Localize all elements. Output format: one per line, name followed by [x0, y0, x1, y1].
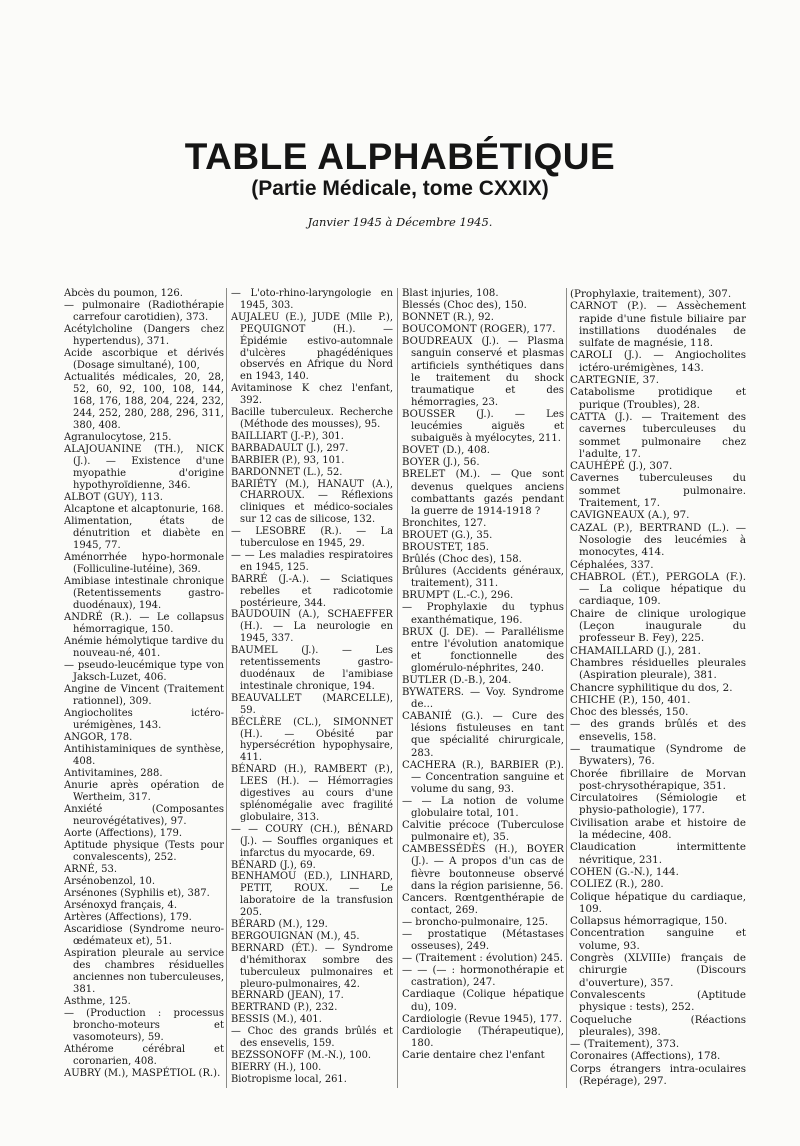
index-entry: Claudication intermittente névritique, 231.: [570, 841, 746, 866]
index-entry: BERNARD (JEAN), 17.: [231, 990, 344, 1002]
index-entry: Corps étrangers intra-oculaires (Repérage), 297.: [570, 1062, 746, 1087]
index-entry: BARIÉTY (M.), HANAUT (A.), CHARROUX. — Réflexions cliniques et médico-sociales sur 12 cas de silicose, 132.: [231, 478, 393, 526]
index-entry: — (Traitement), 373.: [570, 1038, 680, 1051]
index-entry: ANDRÉ (R.). — Le collapsus hémorragique, 150.: [64, 612, 224, 635]
index-entry: BÉNARD (H.), RAMBERT (P.), LEES (H.). — Hémorragies digestives au cours d'une splénomégalie avec fragilité globulaire, 313.: [231, 764, 393, 823]
index-column-3: [402, 288, 564, 1088]
index-entry: BOVET (D.), 408.: [402, 445, 491, 457]
index-entry: Angine de Vincent (Traitement rationnel), 309.: [64, 684, 224, 707]
index-entry: BROUET (G.), 35.: [402, 529, 493, 541]
index-entry: BOYER (J.), 56.: [402, 457, 480, 469]
index-entry: AUBRY (M.), MASPÉTIOL (R.).: [64, 1068, 221, 1079]
index-entry: Circulatoires (Sémiologie et physio-pathologie), 177.: [570, 792, 746, 817]
index-entry: Acétylcholine (Dangers chez hypertendus), 371.: [64, 324, 224, 347]
index-entry: — Prophylaxie du typhus exanthématique, 196.: [402, 602, 564, 626]
index-entry: — — La notion de volume globulaire total, 101.: [402, 795, 564, 820]
index-entry: CARNOT (P.). — Assèchement rapide d'une fistule biliaire par instillations duodénales de sulfate de magnésie, 118.: [570, 300, 746, 350]
index-entry: CARTEGNIE, 37.: [570, 374, 660, 387]
index-entry: Calvitie précoce (Tuberculose pulmonaire et), 35.: [402, 820, 564, 844]
index-entry: Cancers. Rœntgenthérapie de contact, 269.: [402, 892, 564, 916]
index-entry: Brûlés (Choc des), 158.: [402, 554, 522, 566]
index-entry: Choc des blessés, 150.: [570, 706, 689, 719]
index-entry: — des grands brûlés et des ensevelis, 158.: [570, 718, 746, 743]
index-entry: Aorte (Affections), 179.: [64, 828, 183, 839]
index-entry: BRELET (M.). — Que sont devenus quelques anciens combattants gazés pendant la guerre de 1914-1918 ?: [402, 469, 564, 517]
index-entry: CAMBESSÉDÈS (H.), BOYER (J.). — A propos d'un cas de fièvre boutonneuse observé dans la région parisienne, 56.: [402, 844, 564, 892]
index-entry: BARBADAULT (J.), 297.: [231, 442, 349, 454]
index-entry: Congrès (XLVIIIe) français de chirurgie (Discours d'ouverture), 357.: [570, 952, 746, 989]
index-entry: Arsénobenzol, 10.: [64, 876, 156, 887]
index-entry: Actualités médicales, 20, 28, 52, 60, 92, 100, 108, 144, 168, 176, 188, 204, 224, 232, 244, 252, 280, 288, 296, 311, 380, 408.: [64, 372, 224, 431]
index-entry: CAROLI (J.). — Angiocholites ictéro-urémigènes, 143.: [570, 349, 746, 374]
index-entry: Anurie après opération de Wertheim, 317.: [64, 780, 224, 803]
index-entry: CACHERA (R.), BARBIER (P.). — Concentration sanguine et volume du sang, 93.: [402, 759, 564, 795]
index-entry: BENHAMOU (ED.), LINHARD, PETIT, ROUX. — Le laboratoire de la transfusion 205.: [231, 871, 393, 919]
index-entry: BÉRARD (M.), 129.: [231, 919, 328, 931]
index-column-1: [64, 288, 224, 1088]
index-entry: CAVIGNEAUX (A.), 97.: [570, 509, 690, 522]
index-entry: — prostatique (Métastases osseuses), 249.: [402, 928, 564, 953]
index-entry: BAUMEL (J.). — Les retentissements gastro-duodénaux de l'amibiase intestinale chronique, 194.: [231, 645, 393, 692]
index-entry: Alimentation, états de dénutrition et diabète en 1945, 77.: [64, 516, 224, 551]
index-entry: Blast injuries, 108.: [402, 288, 499, 299]
index-entry: BARDONNET (L.), 52.: [231, 466, 343, 478]
page-title: TABLE ALPHABÉTIQUE: [184, 136, 616, 177]
index-entry: BROUSTET, 185.: [402, 541, 489, 553]
index-entry: Angiocholites ictéro-urémigènes, 143.: [64, 708, 224, 731]
index-entry: BOUCOMONT (ROGER), 177.: [402, 324, 556, 336]
index-entry: COHEN (G.-N.), 144.: [570, 865, 679, 878]
index-entry: (Prophylaxie, traitement), 307.: [570, 288, 732, 300]
index-entry: Alcaptone et alcaptonurie, 168.: [64, 504, 224, 515]
index-entry: CAUHÉPÉ (J.), 307.: [570, 460, 673, 473]
index-entry: Aspiration pleurale au service des chambres résiduelles anciennes non tuberculeuses, 381.: [64, 948, 224, 995]
index-entry: Céphalées, 337.: [570, 558, 654, 571]
index-entry: CHICHE (P.), 150, 401.: [570, 693, 691, 706]
index-entry: BRUX (J. DE). — Parallélisme entre l'évolution anatomique et fonctionnelle des glomérulo-néphrites, 240.: [402, 626, 564, 674]
index-entry: BRUMPT (L.-C.), 296.: [402, 590, 514, 602]
index-entry: Chorée fibrillaire de Morvan post-chrysothérapique, 351.: [570, 767, 746, 792]
column-divider: [397, 288, 398, 1088]
index-entry: BOUSSER (J.). — Les leucémies aiguës et subaiguës à myélocytes, 211.: [402, 408, 564, 445]
index-entry: Amibiase intestinale chronique (Retentissements gastro-duodénaux), 194.: [64, 576, 224, 611]
index-entry: BÉNARD (J.), 69.: [231, 859, 316, 871]
index-entry: Bronchites, 127.: [402, 517, 487, 529]
index-entry: Acide ascorbique et dérivés (Dosage simultané), 100,: [64, 348, 224, 371]
index-entry: BAUDOUIN (A.), SCHAEFFER (H.). — La neurologie en 1945, 337.: [231, 609, 393, 645]
index-columns: [64, 288, 746, 1088]
index-entry: Colique hépatique du cardiaque, 109.: [570, 890, 746, 915]
index-entry: ALAJOUANINE (TH.), NICK (J.). — Existence d'une myopathie d'origine hypothyroïdienne, 346.: [64, 444, 224, 491]
index-entry: Chancre syphilitique du dos, 2.: [570, 681, 733, 694]
index-entry: Aménorrhée hypo-hormonale (Folliculine-lutéine), 369.: [64, 552, 224, 575]
index-entry: Bacille tuberculeux. Recherche (Méthode des mousses), 95.: [231, 407, 393, 430]
index-entry: Catabolisme protidique et purique (Troubles), 28.: [570, 386, 746, 411]
index-entry: Coqueluche (Réactions pleurales), 398.: [570, 1013, 746, 1038]
index-entry: CABANIÉ (G.). — Cure des lésions fistuleuses en tant que spécialité chirurgicale, 283.: [402, 711, 564, 759]
index-entry: BERGOUIGNAN (M.), 45.: [231, 930, 360, 942]
index-entry: — — COURY (CH.), BÉNARD (J.). — Souffles organiques et infarctus du myocarde, 69.: [231, 823, 393, 859]
index-entry: — L'oto-rhino-laryngologie en 1945, 303.: [231, 288, 393, 311]
index-entry: Agranulocytose, 215.: [64, 432, 172, 443]
index-entry: BÉCLÈRE (CL.), SIMONNET (H.). — Obésité par hypersécrétion hypophysaire, 411.: [231, 716, 393, 764]
index-entry: Anémie hémolytique tardive du nouveau-né, 401.: [64, 636, 224, 659]
index-entry: Aptitude physique (Tests pour convalescents), 252.: [64, 840, 224, 863]
index-entry: BUTLER (D.-B.), 204.: [402, 675, 512, 686]
index-entry: AUJALEU (E.), JUDE (Mlle P.), PEQUIGNOT (H.). — Épidémie estivo-automnale d'ulcères phagédéniques observés en Afrique du Nord en 1943, 140.: [231, 311, 393, 383]
page-subtitle: (Partie Médicale, tome CXXIX): [251, 177, 549, 200]
index-entry: — (Traitement : évolution) 245.: [402, 953, 563, 965]
index-entry: Asthme, 125.: [64, 996, 131, 1007]
index-entry: Concentration sanguine et volume, 93.: [570, 927, 746, 952]
date-range: Janvier 1945 à Décembre 1945.: [307, 215, 493, 229]
index-entry: Civilisation arabe et histoire de la médecine, 408.: [570, 816, 746, 842]
index-entry: — traumatique (Syndrome de Bywaters), 76.: [570, 742, 746, 768]
index-entry: Biotropisme local, 261.: [231, 1073, 347, 1085]
index-entry: Carie dentaire chez l'enfant: [402, 1049, 545, 1061]
index-entry: COLIEZ (R.), 280.: [570, 878, 664, 891]
index-entry: Brûlures (Accidents généraux, traitement), 311.: [402, 566, 564, 590]
index-column-2: [231, 288, 393, 1088]
index-entry: — pseudo-leucémique type von Jaksch-Luzet, 406.: [64, 660, 224, 683]
index-entry: — Choc des grands brûlés et des ensevelis, 159.: [231, 1026, 393, 1050]
index-entry: — pulmonaire (Radiothérapie carrefour carotidien), 373.: [64, 300, 224, 323]
index-entry: Athérome cérébral et coronarien, 408.: [64, 1044, 224, 1067]
index-entry: Cardiologie (Revue 1945), 177.: [402, 1013, 562, 1025]
index-entry: Ascaridiose (Syndrome neuro-œdémateux et), 51.: [64, 924, 224, 947]
index-entry: CHABROL (ÉT.), PERGOLA (F.). — La colique hépatique du cardiaque, 109.: [570, 570, 746, 608]
index-entry: Antihistaminiques de synthèse, 408.: [64, 744, 224, 767]
index-entry: Avitaminose K chez l'enfant, 392.: [231, 383, 393, 407]
index-entry: BAILLIART (J.-P.), 301.: [231, 430, 344, 442]
index-entry: CATTA (J.). — Traitement des cavernes tuberculeuses du sommet pulmonaire chez l'adulte, 17.: [570, 410, 746, 460]
index-entry: BEZSSONOFF (M.-N.), 100.: [231, 1050, 372, 1061]
index-entry: Artères (Affections), 179.: [64, 912, 192, 923]
index-entry: ALBOT (GUY), 113.: [64, 492, 163, 503]
column-divider: [566, 288, 567, 1088]
index-entry: BEAUVALLET (MARCELLE), 59.: [231, 692, 393, 716]
index-entry: CAZAL (P.), BERTRAND (L.). — Nosologie des leucémies à monocytes, 414.: [570, 521, 746, 559]
index-entry: Chambres résiduelles pleurales (Aspiration pleurale), 381.: [570, 656, 746, 682]
index-entry: BONNET (R.), 92.: [402, 312, 495, 324]
index-entry: BARBIER (P.), 93, 101.: [231, 454, 345, 466]
index-entry: Cavernes tuberculeuses du sommet pulmonaire. Traitement, 17.: [570, 472, 746, 510]
index-entry: ANGOR, 178.: [64, 732, 133, 743]
index-entry: Antivitamines, 288.: [64, 768, 163, 779]
index-entry: Abcès du poumon, 126.: [64, 288, 183, 299]
index-entry: Coronaires (Affections), 178.: [570, 1050, 721, 1063]
index-entry: Cardiologie (Thérapeutique), 180.: [402, 1025, 564, 1049]
index-entry: — LESOBRE (R.). — La tuberculose en 1945, 29.: [231, 526, 393, 550]
index-entry: — (Production : processus broncho-moteurs et vasomoteurs), 59.: [64, 1008, 224, 1043]
index-entry: Arsénoxyd français, 4.: [64, 900, 178, 911]
index-entry: — — Les maladies respiratoires en 1945, 125.: [231, 549, 393, 573]
index-entry: BIERRY (H.), 100.: [231, 1061, 322, 1073]
index-entry: — broncho-pulmonaire, 125.: [402, 916, 549, 928]
index-entry: BERTRAND (P.), 232.: [231, 1002, 338, 1014]
index-entry: BYWATERS. — Voy. Syndrome de...: [402, 687, 564, 711]
index-entry: Chaire de clinique urologique (Leçon inaugurale du professeur B. Fey), 225.: [570, 607, 746, 645]
index-entry: Arsénones (Syphilis et), 387.: [64, 888, 210, 899]
index-entry: Blessés (Choc des), 150.: [402, 300, 527, 312]
index-entry: ARNÉ, 53.: [64, 864, 118, 875]
index-entry: BOUDREAUX (J.). — Plasma sanguin conservé et plasmas artificiels synthétiques dans le traitement du shock traumatique et des hémorragies, 23.: [402, 336, 564, 408]
index-entry: BARRÉ (J.-A.). — Sciatiques rebelles et radicotomie postérieure, 344.: [231, 573, 393, 609]
index-entry: Collapsus hémorragique, 150.: [570, 915, 728, 928]
index-entry: BESSIS (M.), 401.: [231, 1014, 322, 1026]
column-divider: [226, 288, 227, 1088]
index-entry: Cardiaque (Colique hépatique du), 109.: [402, 989, 564, 1013]
index-entry: CHAMAILLARD (J.), 281.: [570, 644, 701, 657]
index-entry: — — (— : hormonothérapie et castration), 247.: [402, 965, 564, 989]
index-entry: Anxiété (Composantes neurovégétatives), 97.: [64, 804, 224, 827]
index-entry: Convalescents (Aptitude physique : tests), 252.: [570, 988, 746, 1014]
index-entry: BERNARD (ÉT.). — Syndrome d'hémithorax sombre des tuberculeux pulmonaires et pleuro-pulmonaires, 42.: [231, 942, 393, 990]
index-column-4: [570, 288, 746, 1088]
